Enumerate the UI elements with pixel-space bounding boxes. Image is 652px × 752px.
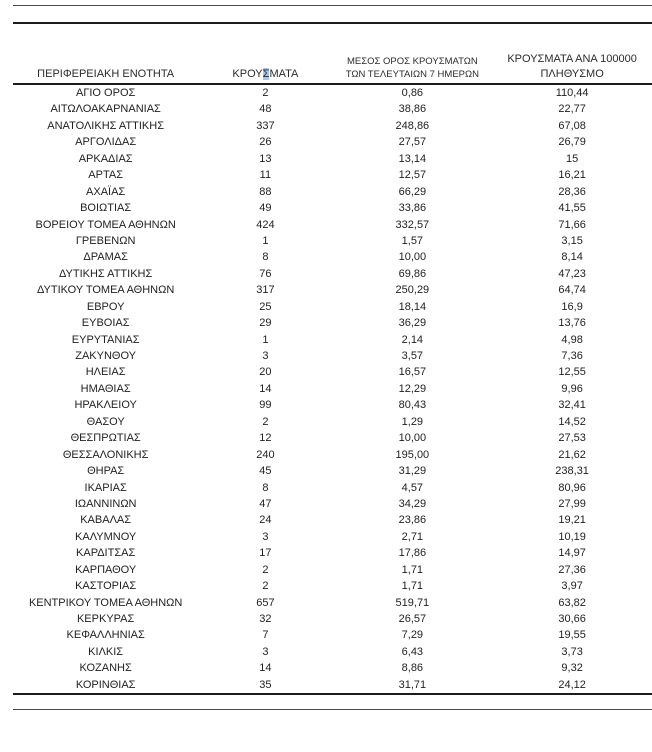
header-text-post: ΜΑΤΑ [269,67,299,80]
cases-cell: 2 [262,563,269,576]
cases-cell: 2 [262,87,269,99]
cases-cell: 35 [198,677,332,694]
table-row [13,184,652,200]
region-name-cell: ΔΥΤΙΚΟΥ ΤΟΜΕΑ ΑΘΗΝΩΝ [36,284,175,297]
per-100k-cell: 47,23 [558,267,586,280]
avg-7day-cell: 31,29 [398,465,427,478]
region-name-cell: ΔΡΑΜΑΣ [83,251,128,264]
per-100k-cell: 4,98 [561,333,583,346]
table-row [13,611,652,627]
avg-7day-cell: 0,86 [401,87,424,99]
per-100k-cell: 3,73 [561,645,583,658]
table-row [13,644,652,660]
region-name-cell: ΔΥΤΙΚΗΣ ΑΤΤΙΚΗΣ [59,267,153,280]
region-name-cell: ΙΚΑΡΙΑΣ [84,481,127,494]
table-header-row [13,46,652,84]
avg-7day-cell: 16,57 [398,366,427,379]
column-header-line2: ΤΩΝ ΤΕΛΕΥΤΑΙΩΝ 7 ΗΜΕΡΩΝ [345,68,479,80]
per-100k-cell: 26,79 [558,136,586,149]
column-header-per-100k [492,46,652,84]
table-row [13,364,652,380]
avg-7day-cell: 36,29 [398,317,427,330]
table-row [13,299,652,315]
table-row [13,496,652,512]
region-name-cell: ΖΑΚΥΝΘΟΥ [75,350,137,362]
region-name-cell: ΑΙΤΩΛΟΑΚΑΡΝΑΝΙΑΣ [50,103,161,116]
column-header-line1: ΚΡΟΥΣΜΑΤΑ ΑΝΑ 100000 [507,53,637,66]
cases-cell: 24 [259,514,272,527]
table-row [13,266,652,282]
avg-7day-cell: 12,29 [398,382,427,395]
cases-cell: 26 [259,136,272,149]
avg-7day-cell: 2,14 [401,333,424,346]
region-name-cell: ΑΝΑΤΟΛΙΚΗΣ ΑΤΤΙΚΗΣ [47,119,164,132]
cases-cell: 2 [262,580,269,593]
cases-cell: 12 [259,432,272,445]
avg-7day-cell: 12,57 [398,169,427,182]
avg-7day-cell: 4,57 [401,481,424,494]
avg-7day-cell: 34,29 [398,497,427,510]
avg-7day-cell: 80,43 [398,399,427,412]
cases-cell: 76 [259,267,272,280]
table-row [13,463,652,479]
horizontal-rule-top-1 [13,5,652,6]
region-name-cell: ΑΓΙΟ ΟΡΟΣ [75,87,136,99]
avg-7day-cell: 23,86 [398,514,427,527]
cases-cell: 3 [262,645,269,658]
column-header-7day-average [332,46,492,84]
region-name-cell: ΚΕΡΚΥΡΑΣ [76,613,135,625]
region-name-cell: ΕΒΡΟΥ [86,300,125,313]
avg-7day-cell: 250,29 [395,284,430,297]
avg-7day-cell: 69,86 [398,267,427,280]
table-header [13,46,652,84]
cases-cell: 7 [262,629,269,642]
table-row [13,512,652,528]
avg-7day-cell: 10,00 [398,432,427,445]
cases-cell: 657 [256,596,275,609]
avg-7day-cell: 38,86 [398,103,427,116]
table-row [13,381,652,397]
avg-7day-cell: 13,14 [398,152,427,165]
cases-cell: 1 [262,333,269,346]
per-100k-cell: 12,55 [558,366,586,379]
avg-7day-cell: 7,29 [401,629,424,642]
cases-cell: 240 [256,448,275,461]
region-name-cell: ΚΑΒΑΛΑΣ [80,514,132,527]
region-name-cell: ΑΡΓΟΛΙΔΑΣ [75,136,137,149]
region-name-cell: ΗΜΑΘΙΑΣ [80,382,131,395]
avg-7day-cell: 31,71 [332,677,492,694]
cases-cell: 1 [262,234,269,247]
per-100k-cell: 13,76 [558,317,586,330]
per-100k-cell: 110,44 [555,87,589,99]
table-row [13,447,652,463]
cases-cell: 14 [259,382,272,395]
avg-7day-cell: 66,29 [398,185,427,198]
cases-cell: 13 [259,152,272,165]
table-row [13,101,652,117]
region-name-cell: ΚΕΦΑΛΛΗΝΙΑΣ [66,629,145,642]
region-name-cell: ΑΧΑΪΑΣ [86,185,126,198]
region-name-cell: ΚΑΡΠΑΘΟΥ [75,563,137,576]
avg-7day-cell: 519,71 [395,596,430,609]
region-name-cell: ΚΟΖΑΝΗΣ [79,662,132,675]
avg-7day-cell: 1,71 [401,563,424,576]
region-name-cell: ΗΡΑΚΛΕΙΟΥ [74,399,137,412]
column-header-line2: ΠΛΗΘΥΣΜΟ [540,67,604,80]
per-100k-cell: 8,14 [561,251,583,264]
per-100k-cell: 9,96 [561,382,583,395]
cases-cell: 11 [259,169,272,182]
cases-cell: 29 [259,317,272,330]
avg-7day-cell: 10,00 [398,251,427,264]
avg-7day-cell: 33,86 [398,202,427,215]
avg-7day-cell: 6,43 [401,645,424,658]
region-name-cell: ΕΥΒΟΙΑΣ [81,317,130,330]
avg-7day-cell: 17,86 [398,547,427,560]
region-name-cell: ΗΛΕΙΑΣ [85,366,126,379]
region-name-cell: ΚΕΝΤΡΙΚΟΥ ΤΟΜΕΑ ΑΘΗΝΩΝ [28,596,183,609]
region-name-cell: ΚΑΛΥΜΝΟΥ [75,530,137,543]
per-100k-cell: 16,21 [558,169,586,182]
table-row [13,233,652,249]
per-100k-cell: 14,52 [558,415,586,428]
table-row [13,430,652,446]
column-header-line1: ΜΕΣΟΣ ΟΡΟΣ ΚΡΟΥΣΜΑΤΩΝ [346,56,478,68]
avg-7day-cell: 1,71 [401,580,424,593]
avg-7day-cell: 27,57 [398,136,427,149]
table-row [13,578,652,594]
horizontal-rule-bottom [13,709,652,710]
per-100k-cell: 22,77 [558,103,586,116]
per-100k-cell: 7,36 [561,350,583,362]
per-100k-cell: 19,21 [558,514,586,527]
regional-cases-table [13,46,652,695]
table-row [13,414,652,430]
cases-cell: 88 [259,185,272,198]
cases-cell: 20 [259,366,272,379]
table-row [13,134,652,150]
region-name-cell: ΕΥΡΥΤΑΝΙΑΣ [71,333,140,346]
region-name-cell: ΘΗΡΑΣ [87,465,125,478]
horizontal-rule-top-2 [13,22,652,24]
avg-7day-cell: 195,00 [395,448,430,461]
region-name-cell: ΒΟΡΕΙΟΥ ΤΟΜΕΑ ΑΘΗΝΩΝ [35,218,176,231]
per-100k-cell: 15 [565,152,579,165]
per-100k-cell: 16,9 [561,300,583,313]
table-row [13,200,652,216]
table-row [13,282,652,298]
cases-cell: 47 [259,497,272,510]
avg-7day-cell: 248,86 [395,119,430,132]
per-100k-cell: 64,74 [558,284,586,297]
table-row [13,332,652,348]
per-100k-cell: 9,32 [561,662,583,675]
cases-cell: 25 [259,300,272,313]
avg-7day-cell: 18,14 [398,300,427,313]
region-name-cell: ΑΡΤΑΣ [88,169,123,182]
cases-cell: 17 [259,547,272,560]
table-row [13,627,652,643]
cases-cell: 424 [256,218,275,231]
cases-cell: 48 [259,103,272,116]
avg-7day-cell: 3,57 [401,350,424,362]
cases-cell: 2 [262,415,269,428]
cases-cell: 337 [256,119,275,132]
table-row [13,84,652,101]
table-row [13,151,652,167]
cases-cell: 14 [259,662,272,675]
table-row [13,397,652,413]
per-100k-cell: 80,96 [558,481,586,494]
column-header-cases [198,46,332,84]
per-100k-cell: 21,62 [558,448,586,461]
column-header-label: ΠΕΡΙΦΕΡΕΙΑΚΗ ΕΝΟΤΗΤΑ [37,67,175,80]
region-name-cell: ΚΑΡΔΙΤΣΑΣ [76,547,136,560]
cases-cell: 317 [256,284,275,297]
per-100k-cell: 32,41 [558,399,586,412]
avg-7day-cell: 332,57 [395,218,430,231]
per-100k-cell: 19,55 [558,629,586,642]
region-name-cell: ΚΙΛΚΙΣ [88,645,124,658]
cases-cell: 32 [259,613,272,625]
table-row [13,660,652,676]
per-100k-cell: 3,97 [561,580,583,593]
table-row [13,595,652,611]
per-100k-cell: 28,36 [558,185,586,198]
table-row [13,348,652,364]
table-row [13,545,652,561]
per-100k-cell: 27,36 [558,563,586,576]
cases-cell: 45 [259,465,272,478]
cases-cell: 8 [262,251,269,264]
region-name-cell: ΑΡΚΑΔΙΑΣ [78,152,133,165]
table-row [13,677,652,694]
region-name-cell: ΙΩΑΝΝΙΝΩΝ [74,497,137,510]
table-row [13,167,652,183]
table-row [13,217,652,233]
per-100k-cell: 71,66 [558,218,586,231]
table-body [13,84,652,694]
per-100k-cell: 14,97 [558,547,586,560]
region-name-cell: ΘΕΣΣΑΛΟΝΙΚΗΣ [62,448,149,461]
per-100k-cell: 67,08 [558,119,586,132]
region-name-cell: ΓΡΕΒΕΝΩΝ [75,234,136,247]
avg-7day-cell: 26,57 [398,613,427,625]
table-row [13,529,652,545]
per-100k-cell: 63,82 [558,596,586,609]
avg-7day-cell: 1,29 [401,415,424,428]
table-row [13,480,652,496]
per-100k-cell: 3,15 [561,234,583,247]
table-row [13,315,652,331]
region-name-cell: ΘΑΣΟΥ [86,415,125,428]
table-row [13,249,652,265]
per-100k-cell: 27,53 [558,432,586,445]
per-100k-cell: 24,12 [492,677,652,694]
per-100k-cell: 27,99 [558,497,586,510]
cases-cell: 49 [259,202,272,215]
column-header-label [232,68,298,80]
region-name-cell: ΚΑΣΤΟΡΙΑΣ [75,580,137,593]
table-row [13,562,652,578]
cases-cell: 3 [262,530,269,543]
avg-7day-cell: 8,86 [401,662,424,675]
per-100k-cell: 10,19 [558,530,586,543]
cases-cell: 8 [262,481,269,494]
table-row [13,118,652,134]
region-name-cell: ΒΟΙΩΤΙΑΣ [80,202,132,215]
cases-cell: 99 [259,399,272,412]
header-text-pre: ΚΡΟΥ [232,67,263,80]
cases-cell: 3 [262,350,269,362]
avg-7day-cell: 1,57 [401,234,424,247]
region-name-cell: ΘΕΣΠΡΩΤΙΑΣ [70,432,141,445]
column-header-regional-unit [13,46,198,84]
per-100k-cell: 238,31 [555,465,589,478]
per-100k-cell: 30,66 [558,613,586,625]
region-name-cell: ΚΟΡΙΝΘΙΑΣ [13,677,198,694]
avg-7day-cell: 2,71 [401,530,424,543]
per-100k-cell: 41,55 [558,202,586,215]
search-highlight: Σ [262,67,270,80]
